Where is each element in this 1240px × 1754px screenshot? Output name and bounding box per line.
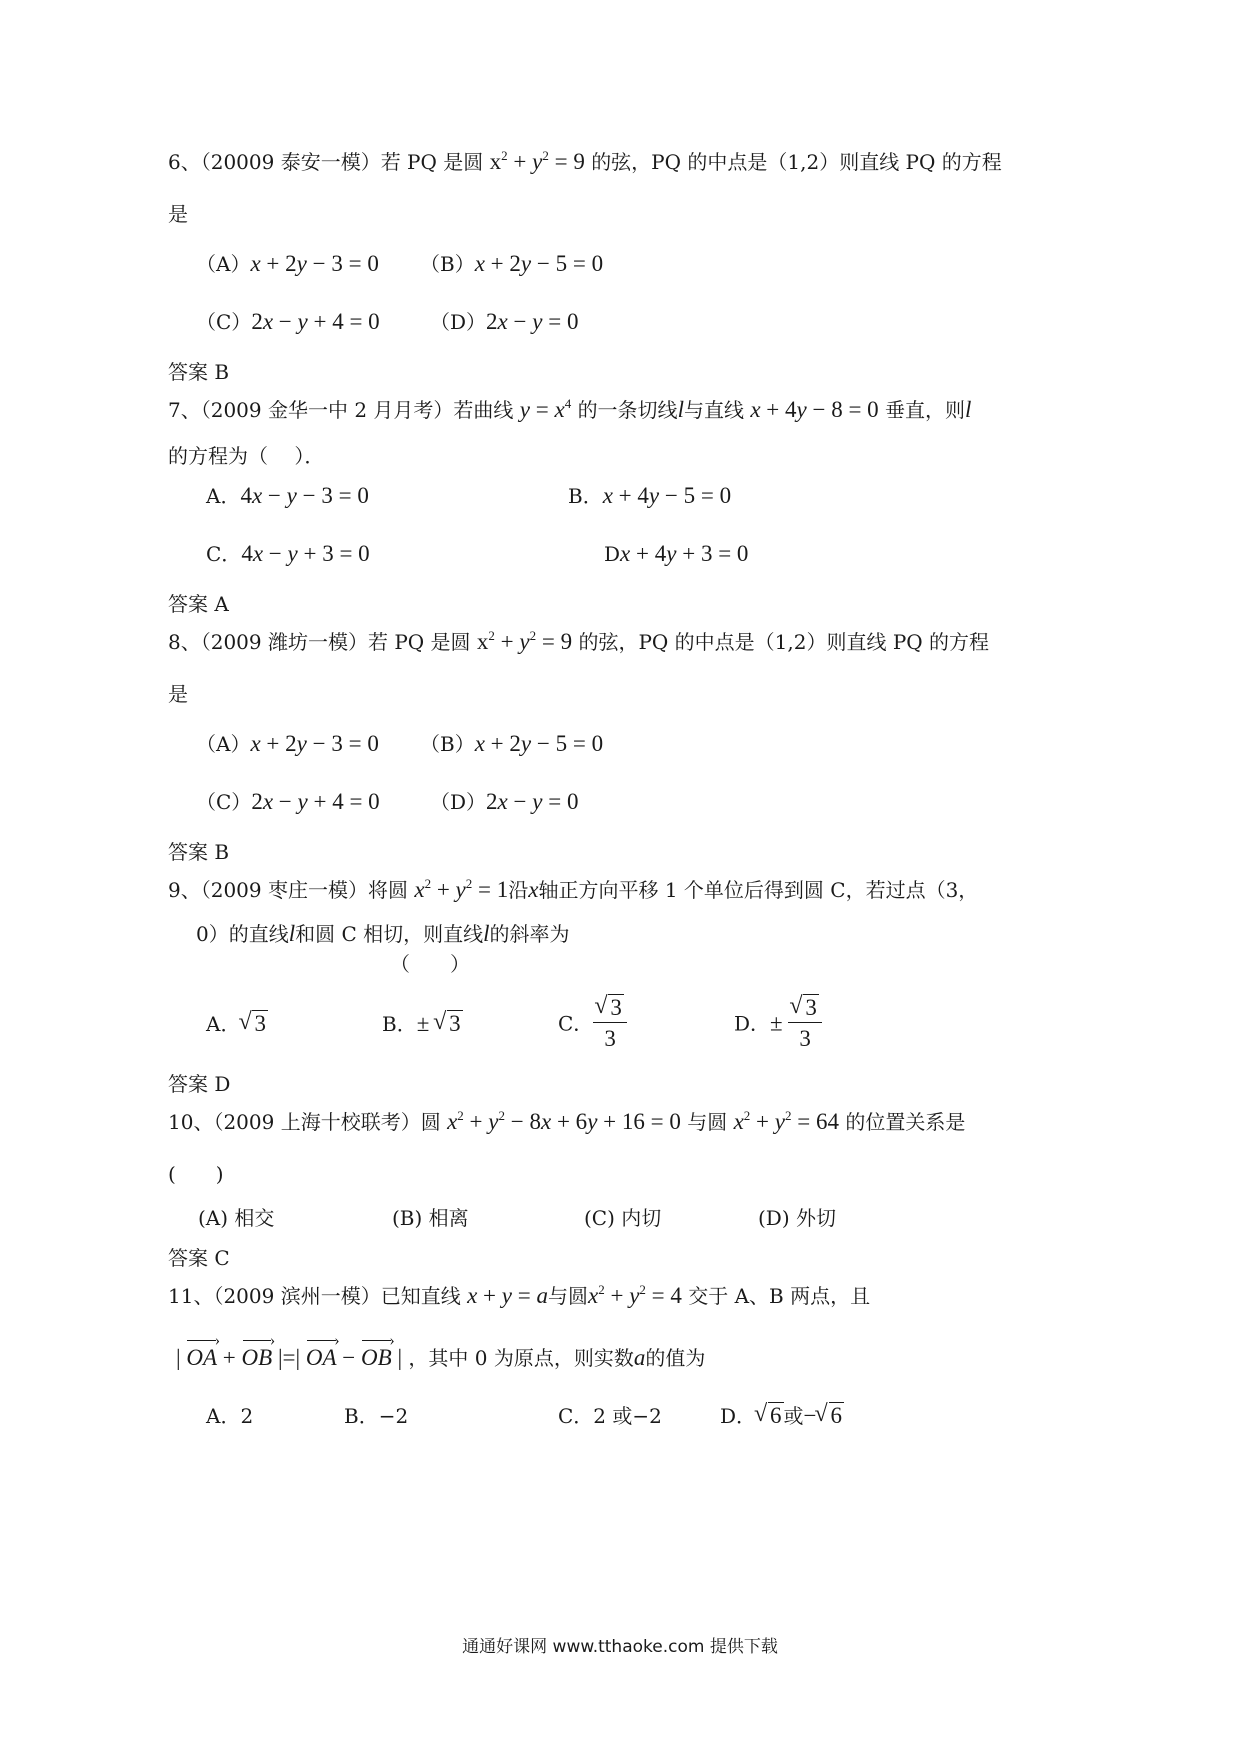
q6-stem: 6、（20009 泰安一模）若 PQ 是圆 $x^2 + y^2 = 9$ 的弦，PQ 的中点是（1,2）则直线 PQ 的方程 (168, 148, 1002, 174)
q9-stem-cont: 0）的直线l和圆 C 相切，则直线l的斜率为 (196, 921, 570, 946)
q9-paren: （ ） (390, 952, 470, 976)
q11-option-b: B．−2 (344, 1404, 409, 1428)
q10-paren: ( ) (168, 1162, 224, 1186)
q10-option-a: (A) 相交 (198, 1206, 275, 1230)
q11-option-d: D．√ 6 或−√ 6 (720, 1402, 844, 1430)
q9-option-a: A．√ 3 (206, 1010, 268, 1038)
q7-option-b: B．x + 4y − 5 = 0 (568, 483, 732, 508)
q7-option-d: Dx + 4y + 3 = 0 (604, 541, 749, 566)
q9-option-c: C． √ $\frac{3}{3}$ (558, 994, 627, 1053)
q6-option-d: （D）2x − y = 0 (430, 309, 579, 334)
q6-stem-cont: 是 (168, 202, 188, 226)
q7-option-a: A．4x − y − 3 = 0 (206, 483, 369, 508)
q8-stem-cont: 是 (168, 682, 188, 706)
q9-option-b: B．± √ 3 (382, 1010, 463, 1038)
q6-option-c: （C）2x − y + 4 = 0 (196, 309, 380, 334)
q10-option-c: (C) 内切 (584, 1206, 662, 1230)
q10-option-d: (D) 外切 (758, 1206, 836, 1230)
q7-stem: 7、（2009 金华一中 2 月月考）若曲线 $y = x^4$ 的一条切线l与直线 x + 4y − 8 = 0 垂直，则l (168, 396, 972, 422)
page-footer: 通通好课网 www.tthaoke.com 提供下载 (462, 1637, 778, 1657)
q8-option-d: （D）2x − y = 0 (430, 789, 579, 814)
q10-answer: 答案 C (168, 1246, 230, 1270)
q9-answer: 答案 D (168, 1072, 231, 1096)
q9-option-d: D．± √ $\frac{3}{3}$ (734, 994, 822, 1053)
q11-option-c: C．2 或−2 (558, 1404, 662, 1428)
q6-option-a: （A）x + 2y − 3 = 0 (196, 251, 379, 276)
q8-stem: 8、（2009 潍坊一模）若 PQ 是圆 $x^2 + y^2 = 9$ 的弦，PQ 的中点是（1,2）则直线 PQ 的方程 (168, 628, 990, 654)
q11-stem: 11、（2009 滨州一模）已知直线 x + y = a与圆$x^2 + y^2 = 4$ 交于 A、B 两点，且 (168, 1282, 871, 1308)
q7-stem-cont: 的方程为（ ）． (168, 444, 325, 468)
q10-stem: 10、（2009 上海十校联考）圆 $x^2 + y^2 - 8x + 6y + 16 = 0$ 与圆 $x^2 + y^2 = 64$ 的位置关系是 (168, 1108, 966, 1134)
q11-option-a: A．2 (206, 1404, 254, 1428)
q8-option-c: （C）2x − y + 4 = 0 (196, 789, 380, 814)
q8-answer: 答案 B (168, 840, 230, 864)
q8-option-b: （B）x + 2y − 5 = 0 (420, 731, 604, 756)
q6-option-b: （B）x + 2y − 5 = 0 (420, 251, 604, 276)
q10-option-b: (B) 相离 (392, 1206, 469, 1230)
q11-stem-cont: | › OA + › OB |=| › OA − › OB | ，其中 0 为原点，则实数a的值为 (176, 1344, 705, 1372)
q6-answer: 答案 B (168, 360, 230, 384)
q6-circle-eq: $x^2 + y^2 = 9$ (489, 148, 585, 174)
q9-stem: 9、（2009 枣庄一模）将圆 $x^2 + y^2 = 1$沿x轴正方向平移 1 个单位后得到圆 C，若过点（3， (168, 876, 979, 902)
q7-option-c: C．4x − y + 3 = 0 (206, 541, 370, 566)
q8-option-a: （A）x + 2y − 3 = 0 (196, 731, 379, 756)
q7-answer: 答案 A (168, 592, 229, 616)
